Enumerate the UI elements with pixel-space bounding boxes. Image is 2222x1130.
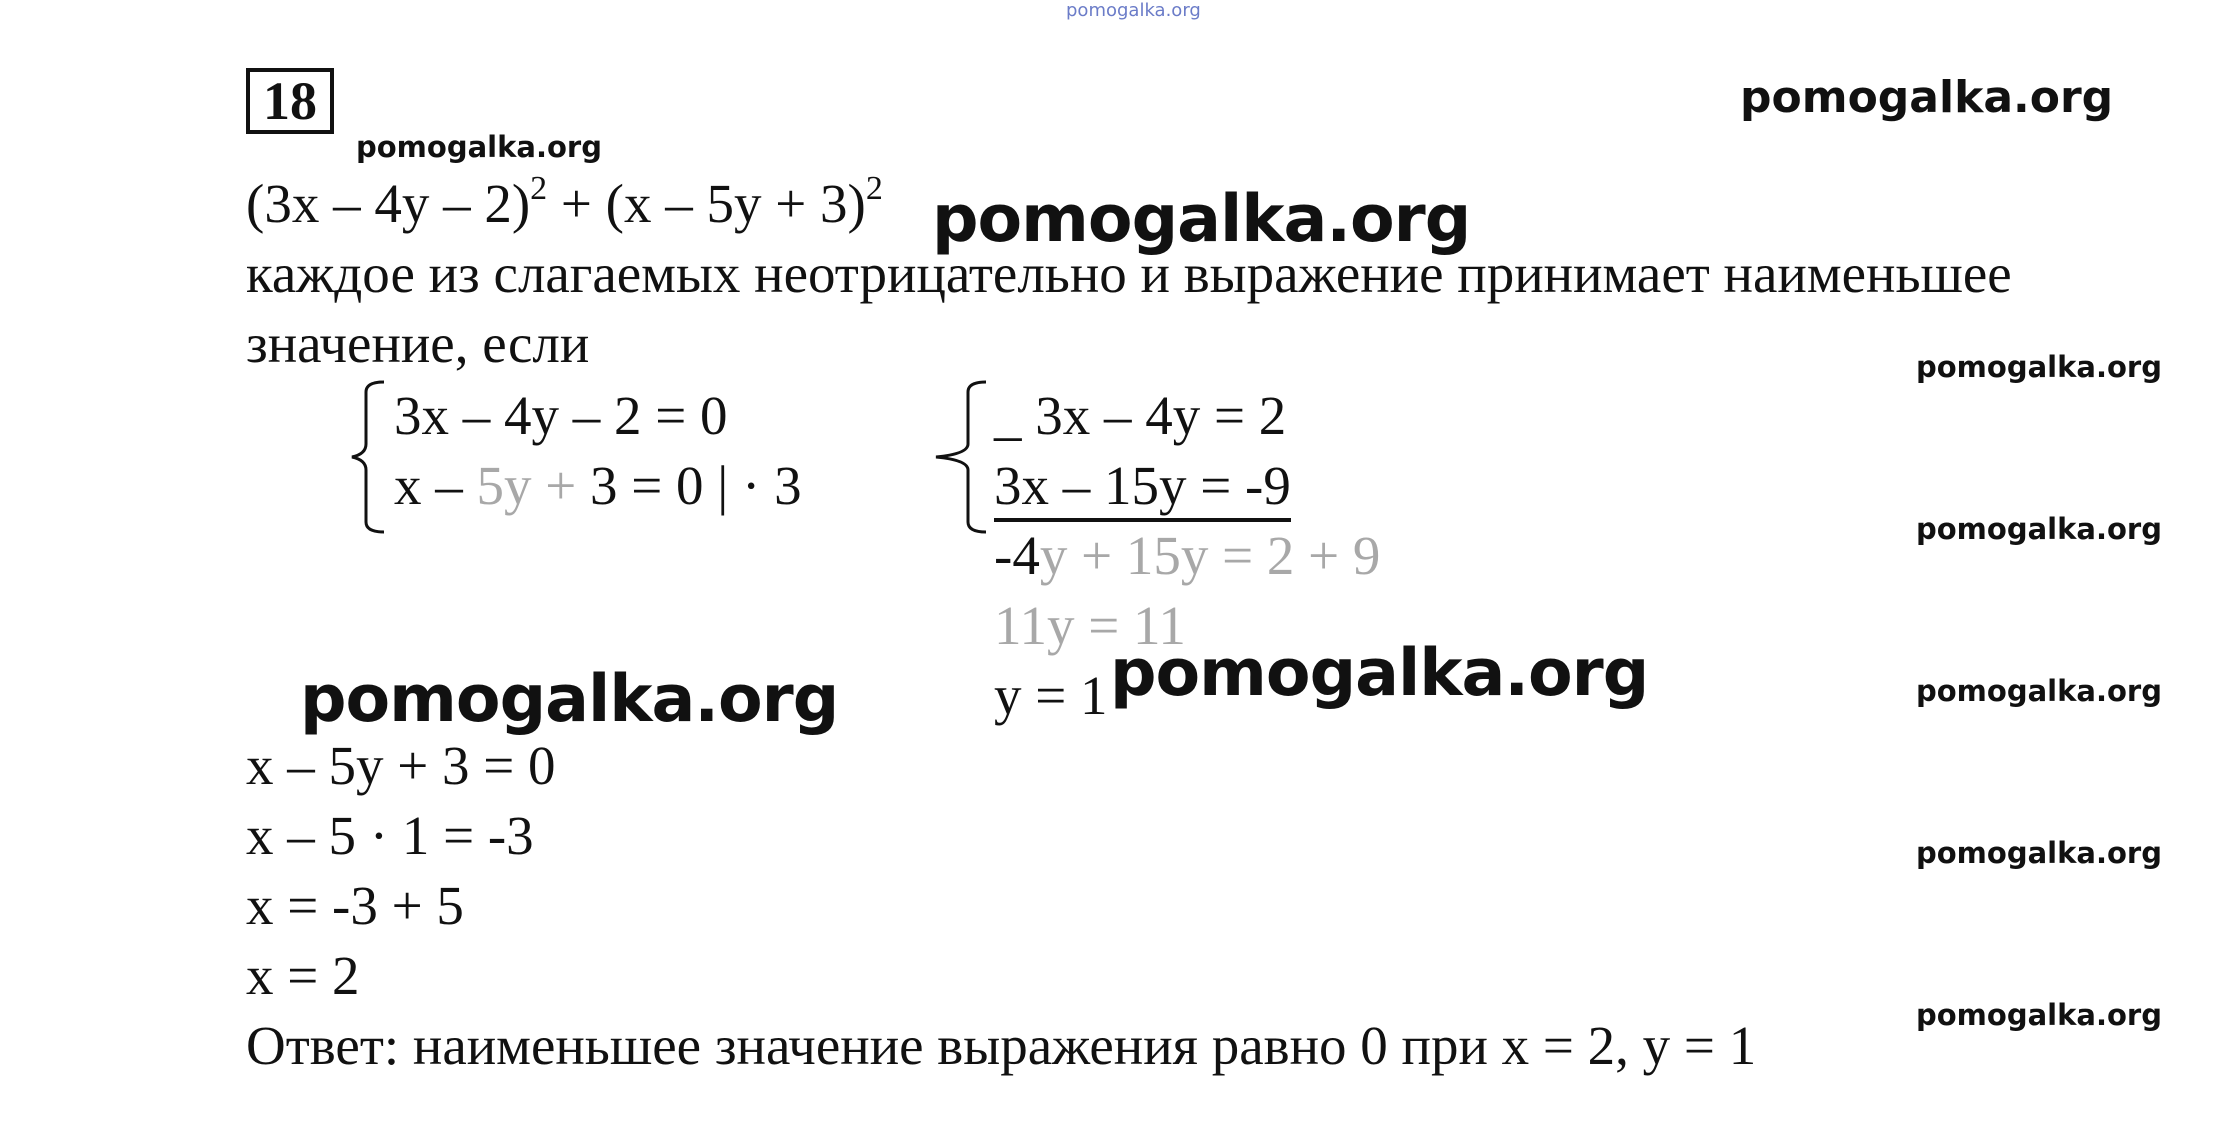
expression-exp1: 2 [530, 170, 548, 207]
right-system-eq2-text: 3x – 15y = -9 [994, 455, 1291, 522]
watermark-center-middle: pomogalka.org [1110, 636, 1649, 711]
text-line-1: каждое из слагаемых неотрицательно и выражение принимает наименьшее [246, 243, 2012, 304]
expression-part1: (3x – 4y – 2) [246, 173, 531, 234]
right-system-eq3-faded: y + 15y = 2 + 9 [1039, 525, 1381, 586]
left-system-eq2 [394, 455, 802, 516]
watermark-under-number: pomogalka.org [356, 130, 602, 164]
answer: Ответ: наименьшее значение выражения равно 0 при x = 2, y = 1 [246, 1015, 1757, 1076]
right-system-eq1: _ 3x – 4y = 2 [994, 385, 1287, 446]
expression-part2: + (x – 5y + 3) [547, 173, 866, 234]
right-system-brace [934, 380, 990, 534]
right-system-eq3 [994, 525, 1381, 586]
right-system-eq3-start: -4 [994, 525, 1040, 586]
left-system-eq2-start: x – [394, 455, 477, 516]
solution-line-1: x – 5y + 3 = 0 [246, 735, 556, 796]
right-system-eq2 [994, 455, 1291, 516]
text-line-2: значение, если [246, 313, 590, 374]
watermark-left-middle: pomogalka.org [300, 662, 839, 737]
right-system-eq5: y = 1 [994, 665, 1108, 726]
left-system-eq2-faded: 5y + [476, 455, 591, 516]
watermark-right-4: pomogalka.org [1916, 836, 2162, 870]
left-system-eq1: 3x – 4y – 2 = 0 [394, 385, 728, 446]
watermark-right-5: pomogalka.org [1916, 998, 2162, 1032]
watermark-right-1: pomogalka.org [1916, 350, 2162, 384]
expression [246, 170, 883, 234]
solution-line-4: x = 2 [246, 945, 360, 1006]
watermark-right-2: pomogalka.org [1916, 512, 2162, 546]
left-system-eq2-end: 3 = 0 | · 3 [590, 455, 802, 516]
watermark-after-expression: pomogalka.org [932, 182, 1471, 257]
left-system-brace [350, 380, 386, 534]
right-system-eq4: 11y = 11 [994, 595, 1186, 656]
top-watermark: pomogalka.org [1066, 0, 1201, 21]
solution-line-2: x – 5 · 1 = -3 [246, 805, 534, 866]
watermark-right-3: pomogalka.org [1916, 674, 2162, 708]
problem-number: 18 [246, 68, 334, 134]
expression-exp2: 2 [865, 170, 883, 207]
solution-line-3: x = -3 + 5 [246, 875, 464, 936]
watermark-header-right: pomogalka.org [1740, 72, 2114, 123]
